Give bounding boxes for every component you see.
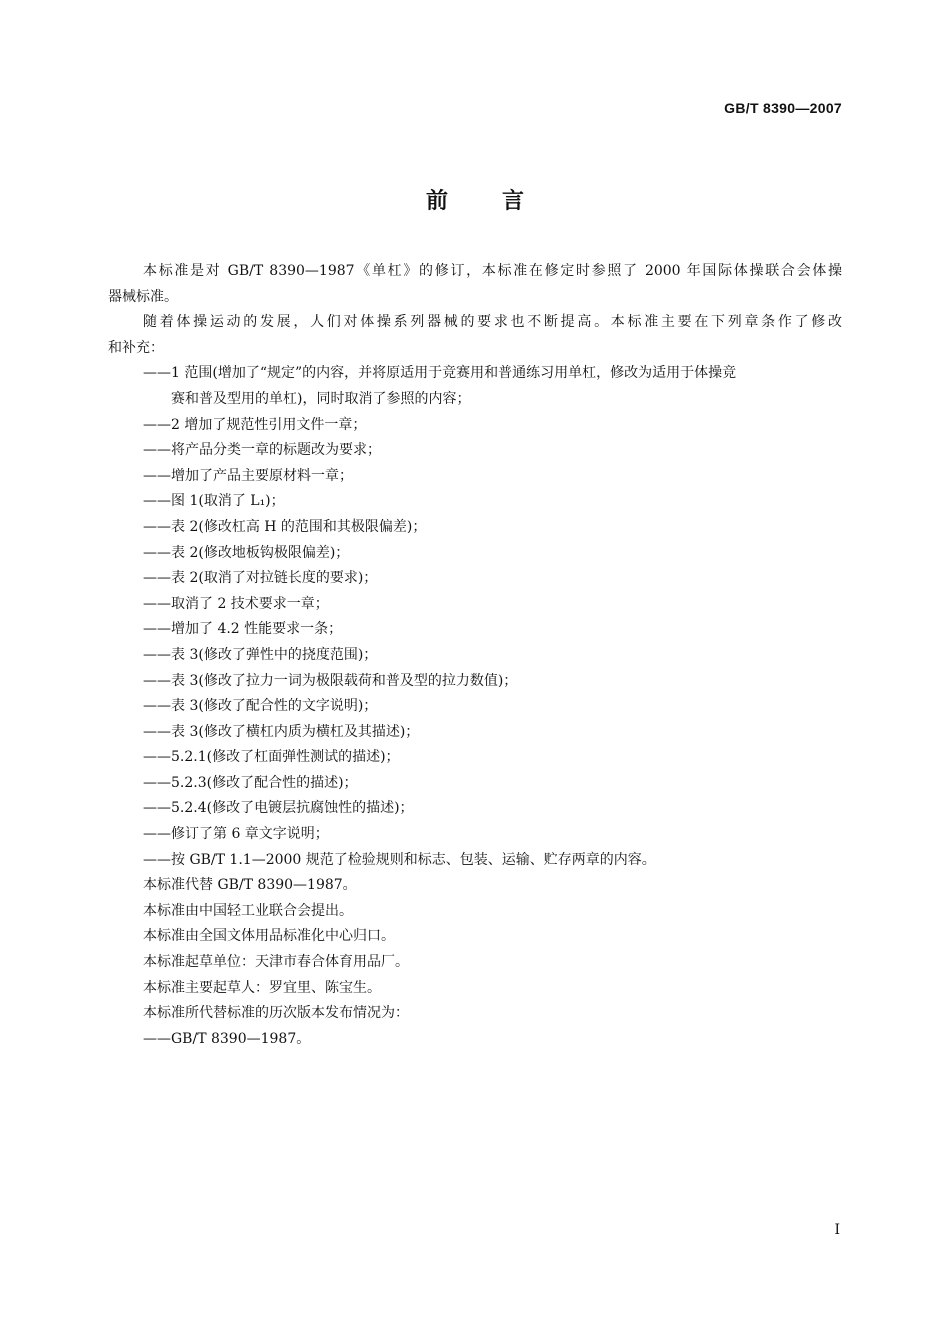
list-item: ——表 2(取消了对拉链长度的要求)； bbox=[143, 570, 378, 587]
list-item: ——表 2(修改地板钩极限偏差)； bbox=[143, 544, 350, 561]
list-item: ——表 3(修改了配合性的文字说明)； bbox=[143, 698, 378, 715]
changes-paragraph-line: 和补充： bbox=[108, 339, 164, 356]
list-item bbox=[108, 361, 842, 412]
changes-paragraph-line: 随着体操运动的发展，人们对体操系列器械的要求也不断提高。本标准主要在下列章条作了修改 bbox=[143, 314, 842, 331]
list-item-line: ——1 范围(增加了“规定”的内容，并将原适用于竞赛用和普通练习用单杠，修改为适用于体操竞 bbox=[143, 365, 737, 382]
list-item: ——取消了 2 技术要求一章； bbox=[143, 595, 329, 612]
document-body bbox=[108, 259, 842, 1052]
list-item-continuation: 赛和普及型用的单杠)，同时取消了参照的内容； bbox=[171, 390, 471, 407]
statement-proposed-by: 本标准由中国轻工业联合会提出。 bbox=[143, 902, 353, 919]
intro-paragraph-line: 器械标准。 bbox=[108, 288, 178, 305]
list-item: ——2 增加了规范性引用文件一章； bbox=[143, 416, 367, 433]
list-item: ——修订了第 6 章文字说明； bbox=[143, 826, 329, 843]
standard-code: GB/T 8390—2007 bbox=[724, 100, 842, 116]
list-item: ——将产品分类一章的标题改为要求； bbox=[143, 442, 381, 459]
list-item: ——表 3(修改了弹性中的挠度范围)； bbox=[143, 646, 378, 663]
list-item: ——5.2.4(修改了电镀层抗腐蚀性的描述)； bbox=[143, 800, 414, 817]
list-item: ——表 3(修改了横杠内质为横杠及其描述)； bbox=[143, 723, 420, 740]
list-item: ——图 1(取消了 L₁)； bbox=[143, 493, 285, 510]
list-item: ——增加了 4.2 性能要求一条； bbox=[143, 621, 343, 638]
intro-paragraph-line: 本标准是对 GB/T 8390—1987《单杠》的修订，本标准在修定时参照了 2000 年国际体操联合会体操 bbox=[143, 263, 842, 279]
list-item: ——5.2.1(修改了杠面弹性测试的描述)； bbox=[143, 749, 400, 766]
list-item: ——5.2.3(修改了配合性的描述)； bbox=[143, 774, 358, 791]
history-list-item: ——GB/T 8390—1987。 bbox=[143, 1030, 311, 1047]
page-number: I bbox=[834, 1222, 840, 1238]
statement-replaces: 本标准代替 GB/T 8390—1987。 bbox=[143, 877, 357, 894]
page-title: 前言 bbox=[425, 189, 578, 214]
statement-drafters: 本标准主要起草人：罗宜里、陈宝生。 bbox=[143, 979, 381, 996]
list-item: ——表 2(修改杠高 H 的范围和其极限偏差)； bbox=[143, 518, 427, 535]
statement-history-intro: 本标准所代替标准的历次版本发布情况为： bbox=[143, 1005, 409, 1022]
list-item: ——按 GB/T 1.1—2000 规范了检验规则和标志、包装、运输、贮存两章的内容。 bbox=[143, 851, 656, 868]
change-list bbox=[108, 361, 842, 873]
statement-drafting-unit: 本标准起草单位：天津市春合体育用品厂。 bbox=[143, 954, 409, 971]
list-item: ——增加了产品主要原材料一章； bbox=[143, 467, 353, 484]
list-item: ——表 3(修改了拉力一词为极限载荷和普及型的拉力数值)； bbox=[143, 672, 518, 689]
statement-centralized-by: 本标准由全国文体用品标准化中心归口。 bbox=[143, 928, 395, 945]
